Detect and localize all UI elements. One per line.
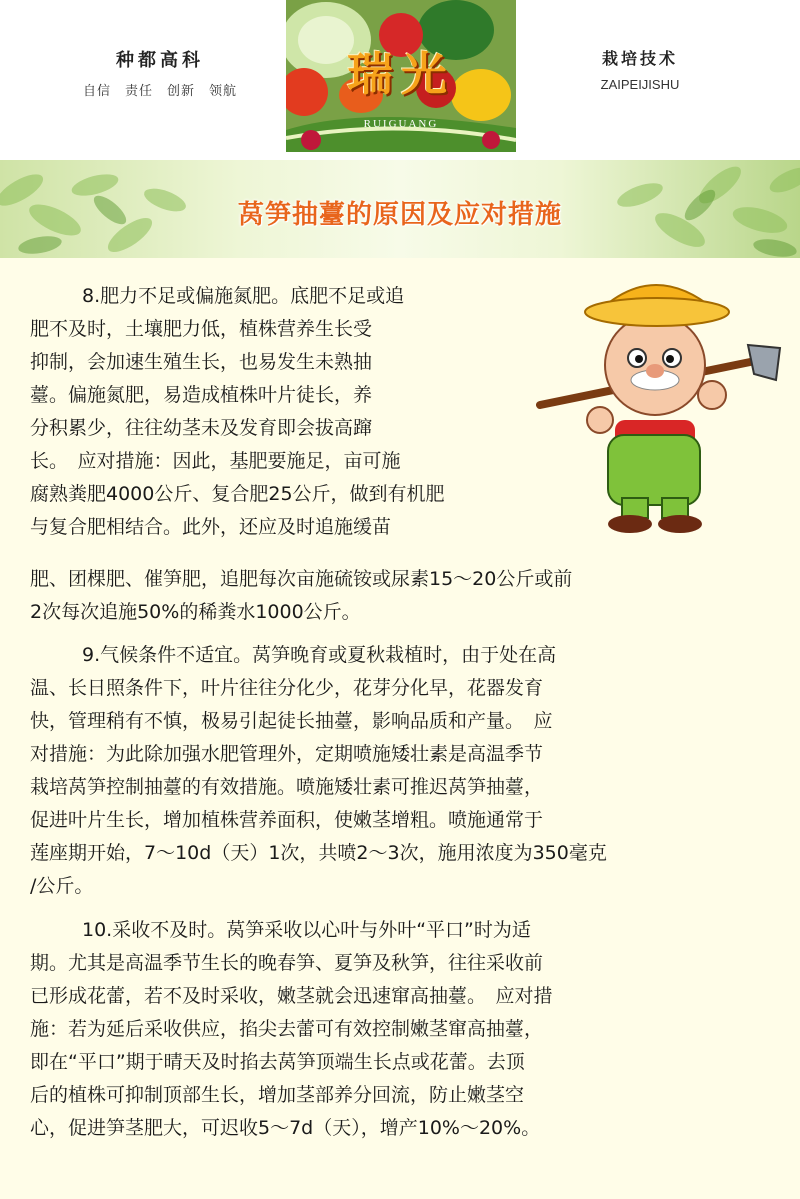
company-slogan: 自信 责任 创新 领航 — [82, 84, 237, 99]
text-line: 即在“平口”期于晴天及时掐去莴笋顶端生长点或花蕾。去顶 — [30, 1051, 525, 1073]
text-line: 8.肥力不足或偏施氮肥。底肥不足或追 — [82, 285, 405, 307]
category-name: 栽培技术 — [601, 49, 678, 68]
header — [0, 0, 800, 160]
text-line: 栽培莴笋控制抽薹的有效措施。喷施矮壮素可推迟莴笋抽薹， — [30, 776, 544, 798]
text-line: 薹。偏施氮肥，易造成植株叶片徒长，养 — [30, 384, 373, 406]
paragraph-9 — [30, 639, 790, 903]
text-line: 施：若为延后采收供应，掐尖去蕾可有效控制嫩茎窜高抽薹， — [30, 1018, 544, 1040]
text-line: /公斤。 — [30, 875, 94, 897]
page-title: 莴笋抽薹的原因及应对措施 — [237, 200, 562, 230]
text-line: 已形成花蕾，若不及时采收，嫩茎就会迅速窜高抽薹。 应对措 — [30, 985, 553, 1007]
paragraph-8 — [30, 280, 578, 544]
text-line: 肥不及时，土壤肥力低，植株营养生长受 — [30, 318, 373, 340]
company-name: 种都高科 — [116, 50, 204, 71]
text-line: 抑制，会加速生殖生长，也易发生未熟抽 — [30, 351, 373, 373]
text-line: 与复合肥相结合。此外，还应及时追施缓苗 — [30, 516, 392, 538]
text-line: 9.气候条件不适宜。莴笋晚育或夏秋栽植时，由于处在高 — [82, 644, 557, 666]
logo-text: 瑞光 — [347, 47, 455, 101]
right-brand-block — [560, 46, 720, 92]
ruiguang-logo — [286, 0, 516, 152]
text-line: 莲座期开始，7～10d（天）1次，共喷2～3次，施用浓度为350毫克 — [30, 842, 607, 864]
text-line: 快，管理稍有不慎，极易引起徒长抽薹，影响品质和产量。 应 — [30, 710, 553, 732]
text-line: 分积累少，往往幼茎未及发育即会拔高蹿 — [30, 417, 373, 439]
text-line: 2次每次追施50%的稀粪水1000公斤。 — [30, 601, 361, 623]
text-line: 10.采收不及时。莴笋采收以心叶与外叶“平口”时为适 — [82, 919, 531, 941]
text-line: 促进叶片生长，增加植株营养面积，使嫩茎增粗。喷施通常于 — [30, 809, 544, 831]
category-pinyin: ZAIPEIJISHU — [600, 77, 680, 92]
text-line: 温、长日照条件下，叶片往往分化少，花芽分化早，花器发育 — [30, 677, 544, 699]
text-line: 后的植株可抑制顶部生长，增加茎部养分回流，防止嫩茎空 — [30, 1084, 525, 1106]
text-line: 对措施：为此除加强水肥管理外，定期喷施矮壮素是高温季节 — [30, 743, 544, 765]
paragraph-8-continued — [30, 563, 790, 629]
logo-subtext: RUIGUANG — [363, 118, 439, 130]
left-brand-block — [60, 46, 260, 99]
text-line: 心，促进笋茎肥大，可迟收5～7d（天），增产10%～20%。 — [30, 1117, 541, 1139]
paragraph-10 — [30, 914, 790, 1145]
text-line: 腐熟粪肥4000公斤、复合肥25公斤，做到有机肥 — [30, 483, 445, 505]
title-banner — [0, 160, 800, 258]
text-line: 期。尤其是高温季节生长的晚春笋、夏笋及秋笋，往往采收前 — [30, 952, 544, 974]
text-line: 长。 应对措施：因此，基肥要施足，亩可施 — [30, 450, 401, 472]
text-line: 肥、团棵肥、催笋肥，追肥每次亩施硫铵或尿素15～20公斤或前 — [30, 568, 573, 590]
